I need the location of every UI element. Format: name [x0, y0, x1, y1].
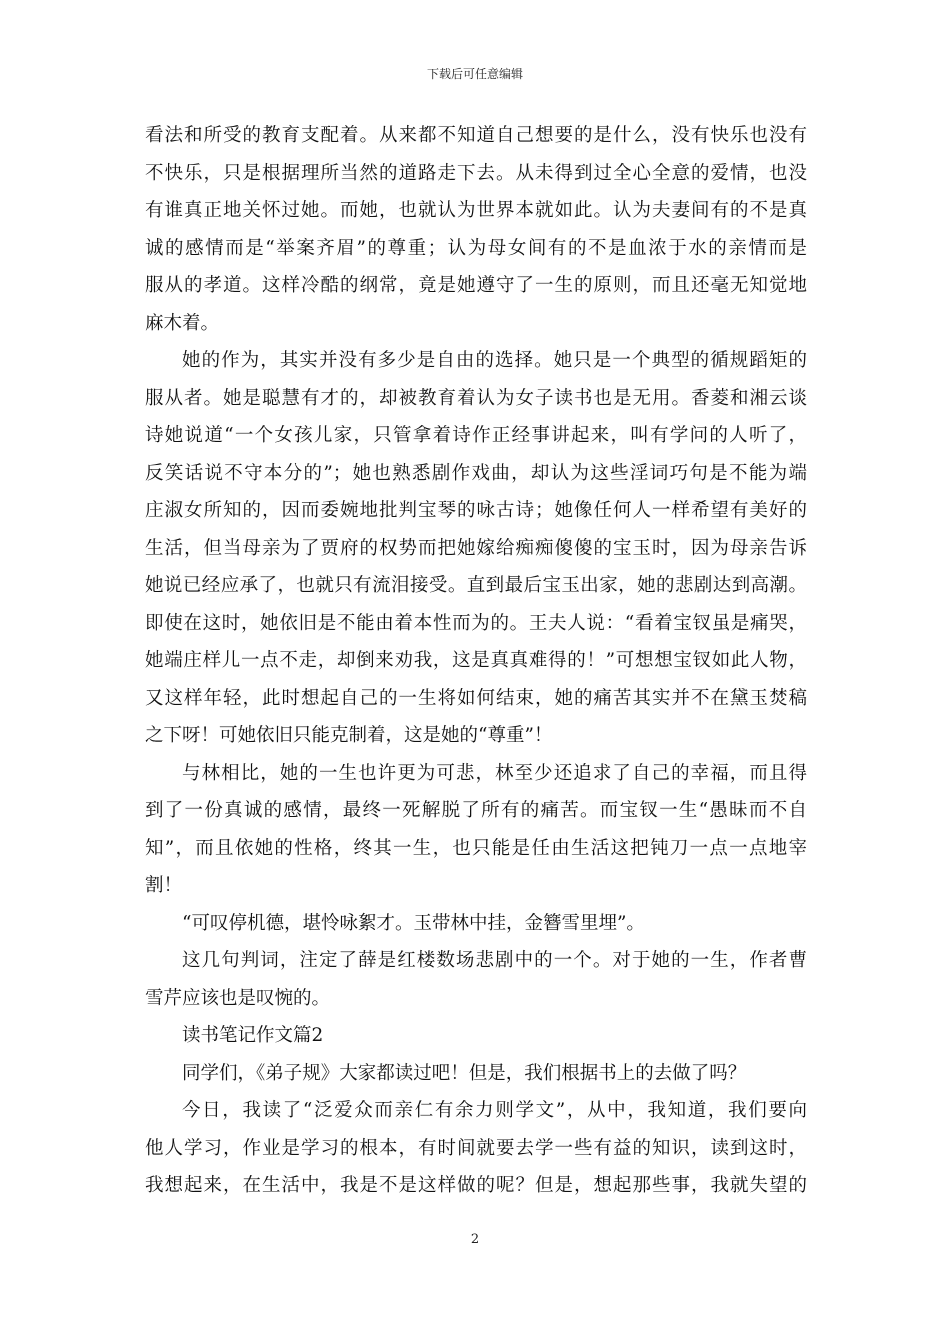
text-line: 雪芹应该也是叹惋的。	[145, 987, 331, 1009]
text-line: 庄淑女所知的，因而委婉地批判宝琴的咏古诗；她像任何人一样希望有美好的	[145, 500, 807, 521]
text-line: 服从的孝道。这样冷酷的纲常，竟是她遵守了一生的原则，而且还毫无知觉地	[145, 275, 807, 296]
text-line: 服从者。她是聪慧有才的，却被教育着认为女子读书也是无用。香菱和湘云谈	[145, 387, 807, 409]
text-line: “可叹停机德，堪怜咏絮才。玉带林中挂，金簪雪里埋”。	[182, 912, 645, 934]
text-line: 今日，我读了“泛爱众而亲仁有余力则学文”，从中，我知道，我们要向	[182, 1100, 807, 1121]
text-line: 不快乐，只是根据理所当然的道路走下去。从未得到过全心全意的爱情，也没	[145, 162, 807, 184]
text-line: 诗她说道“一个女孩儿家，只管拿着诗作正经事讲起来，叫有学问的人听了，	[145, 425, 807, 446]
text-line: 到了一份真诚的感情，最终一死解脱了所有的痛苦。而宝钗一生“愚昧而不自	[145, 800, 807, 821]
page-header: 下载后可任意编辑	[426, 67, 523, 81]
text-line: 看法和所受的教育支配着。从来都不知道自己想要的是什么，没有快乐也没有	[145, 125, 807, 146]
text-line: 她说已经应承了，也就只有流泪接受。直到最后宝玉出家，她的悲剧达到高潮。	[145, 575, 807, 596]
text-line: 同学们，《弟子规》大家都读过吧！但是，我们根据书上的去做了吗？	[182, 1062, 747, 1084]
body-text	[145, 117, 807, 1205]
text-line: 读书笔记作文篇2	[182, 1025, 324, 1046]
text-line: 麻木着。	[145, 312, 220, 334]
text-line: 与林相比，她的一生也许更为可悲，林至少还追求了自己的幸福，而且得	[182, 762, 807, 784]
text-line: 知”，而且依她的性格，终其一生，也只能是任由生活这把钝刀一点一点地宰	[145, 837, 807, 859]
text-line: 反笑话说不守本分的”；她也熟悉剧作戏曲，却认为这些淫词巧句是不能为端	[145, 462, 807, 484]
text-line: 之下呀！可她依旧只能克制着，这是她的“尊重”！	[145, 725, 553, 746]
text-line: 她端庄样儿一点不走，却倒来劝我，这是真真难得的！”可想想宝钗如此人物，	[145, 650, 807, 671]
text-line: 他人学习，作业是学习的根本，有时间就要去学一些有益的知识，读到这时，	[145, 1137, 807, 1159]
text-line: 这几句判词，注定了薛是红楼数场悲剧中的一个。对于她的一生，作者曹	[182, 950, 807, 971]
text-line: 生活，但当母亲为了贾府的权势而把她嫁给痴痴傻傻的宝玉时，因为母亲告诉	[145, 537, 807, 559]
text-line: 诚的感情而是“举案齐眉”的尊重；认为母女间有的不是血浓于水的亲情而是	[145, 237, 807, 259]
text-line: 又这样年轻，此时想起自己的一生将如何结束，她的痛苦其实并不在黛玉焚稿	[145, 687, 807, 709]
text-line: 她的作为，其实并没有多少是自由的选择。她只是一个典型的循规蹈矩的	[182, 350, 807, 371]
text-line: 即使在这时，她依旧是不能由着本性而为的。王夫人说：“看着宝钗虽是痛哭，	[145, 612, 807, 634]
text-line: 割！	[145, 875, 183, 896]
text-line: 我想起来，在生活中，我是不是这样做的呢？但是，想起那些事，我就失望的	[145, 1175, 807, 1196]
page-number: 2	[470, 1232, 480, 1247]
text-line: 有谁真正地关怀过她。而她，也就认为世界本就如此。认为夫妻间有的不是真	[145, 200, 807, 221]
